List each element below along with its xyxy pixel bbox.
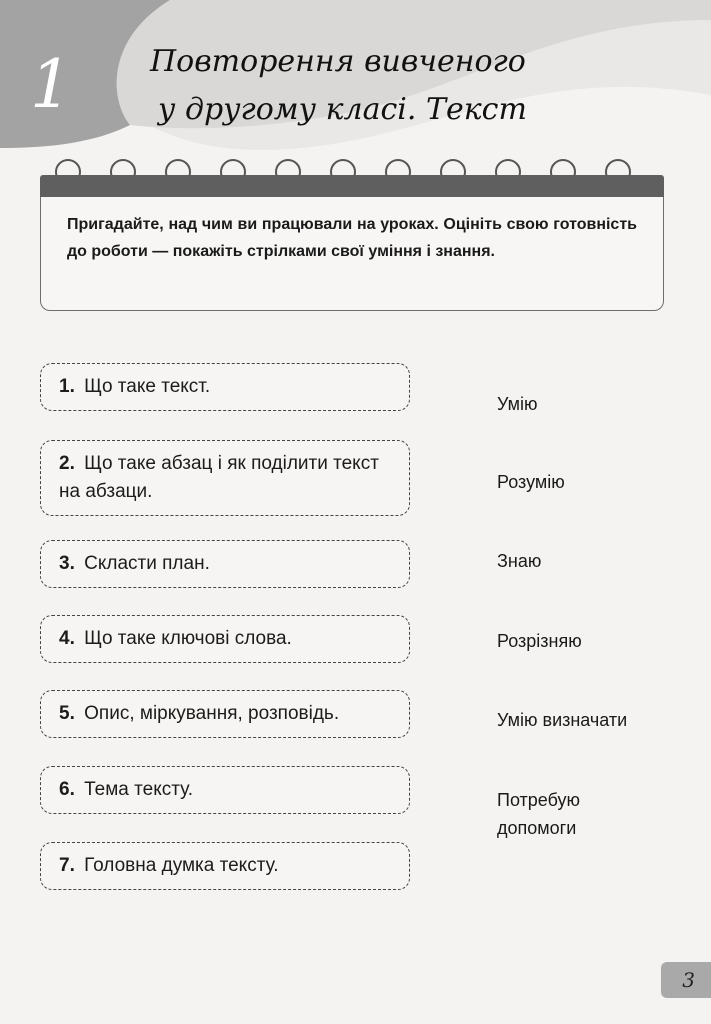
note-header-strip — [40, 175, 664, 197]
skill-label-4[interactable]: Розрізняю — [497, 631, 582, 651]
title-line-2: у другому класі. Текст — [158, 92, 527, 127]
item-text: Опис, міркування, розповідь. — [84, 703, 340, 724]
item-text: Що таке ключові слова. — [84, 628, 292, 649]
item-text: Скласти план. — [84, 553, 210, 574]
item-number: 3. — [59, 553, 75, 574]
item-number: 7. — [59, 855, 75, 876]
unit-number: 1 — [30, 46, 72, 123]
item-3[interactable] — [40, 540, 410, 588]
item-7[interactable] — [40, 842, 410, 890]
page-title — [150, 38, 590, 134]
item-text: Тема тексту. — [84, 779, 194, 800]
item-2[interactable] — [40, 440, 410, 516]
item-number: 2. — [59, 453, 75, 474]
page-number: 3 — [682, 968, 695, 992]
skill-label-2[interactable]: Розумію — [497, 472, 565, 492]
item-number: 5. — [59, 703, 75, 724]
instruction-text: Пригадайте, над чим ви працювали на уроках. Оцініть свою готовність до роботи — покажіть стрілками свої уміння і знання. — [67, 216, 637, 260]
item-text: Головна думка тексту. — [84, 855, 279, 876]
instruction-card — [40, 197, 664, 311]
item-text: Що таке абзац і як поділити текст на абзаци. — [59, 453, 379, 502]
item-number: 4. — [59, 628, 75, 649]
item-text: Що таке текст. — [84, 376, 211, 397]
skill-label-6[interactable]: Потребую допомоги — [497, 790, 581, 838]
item-1[interactable] — [40, 363, 410, 411]
item-6[interactable] — [40, 766, 410, 814]
skill-label-5[interactable]: Умію визначати — [497, 710, 628, 730]
skill-label-1[interactable]: Умію — [497, 394, 538, 414]
item-4[interactable] — [40, 615, 410, 663]
skill-label-3[interactable]: Знаю — [497, 551, 542, 571]
item-number: 6. — [59, 779, 75, 800]
item-5[interactable] — [40, 690, 410, 738]
title-line-1: Повторення вивченого — [150, 44, 526, 79]
item-number: 1. — [59, 376, 75, 397]
